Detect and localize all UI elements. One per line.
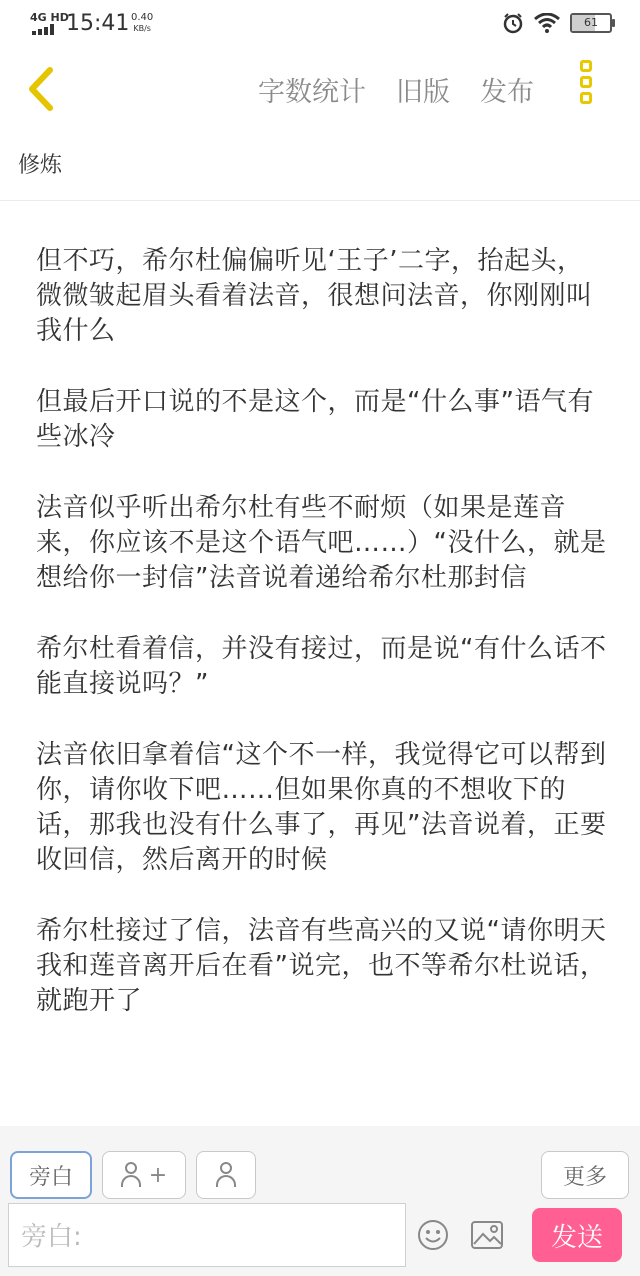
clock: 15:41 <box>66 11 130 36</box>
status-bar <box>0 0 640 50</box>
add-user-icon <box>121 1162 141 1188</box>
divider <box>0 200 640 201</box>
emoji-icon[interactable] <box>417 1219 449 1251</box>
network-speed-value: 0.40 <box>131 12 154 23</box>
alarm-icon <box>502 12 524 34</box>
paragraph: 法音似乎听出希尔杜有些不耐烦（如果是莲音来，你应该不是这个语气吧……）“没什么，就是想给你一封信”法音说着递给希尔杜那封信 <box>36 493 607 593</box>
send-button[interactable]: 发送 <box>532 1208 622 1262</box>
publish-button[interactable]: 发布 <box>480 77 534 108</box>
editor-content[interactable] <box>36 244 608 1055</box>
network-speed-unit: KB/s <box>133 24 151 33</box>
message-input[interactable]: 旁白: <box>8 1203 406 1267</box>
battery-level: 61 <box>584 16 598 29</box>
paragraph: 希尔杜接过了信，法音有些高兴的又说“请你明天我和莲音离开后在看”说完，也不等希尔杜说话，就跑开了 <box>36 916 607 1016</box>
top-nav <box>0 56 640 122</box>
add-role-plus: + <box>148 1162 168 1188</box>
paragraph: 但最后开口说的不是这个，而是“什么事”语气有些冰冷 <box>36 387 594 452</box>
paragraph: 法音依旧拿着信“这个不一样，我觉得它可以帮到你，请你收下吧……但如果你真的不想收下的话，那我也没有什么事了，再见”法音说着，正要收回信，然后离开的时候 <box>36 740 607 875</box>
chapter-title[interactable]: 修炼 <box>18 153 63 178</box>
network-indicator: 4G HD <box>30 11 69 24</box>
network-speed <box>131 12 153 34</box>
battery-icon <box>570 13 612 33</box>
image-icon[interactable] <box>470 1220 504 1250</box>
more-button[interactable]: 更多 <box>541 1151 629 1199</box>
paragraph: 希尔杜看着信，并没有接过，而是说“有什么话不能直接说吗？” <box>36 634 607 699</box>
narration-tab[interactable]: 旁白 <box>10 1151 92 1199</box>
word-count-button[interactable]: 字数统计 <box>258 77 366 108</box>
role-button[interactable] <box>196 1151 256 1199</box>
old-version-button[interactable]: 旧版 <box>396 77 450 108</box>
back-chevron-icon[interactable] <box>22 64 62 114</box>
more-menu-icon[interactable] <box>580 60 600 116</box>
user-icon <box>216 1162 236 1188</box>
paragraph: 但不巧，希尔杜偏偏听见‘王子’二字，抬起头，微微皱起眉头看着法音，很想问法音，你刚刚叫我什么 <box>36 246 593 346</box>
add-role-button[interactable] <box>102 1151 186 1199</box>
signal-icon <box>32 24 56 35</box>
wifi-icon <box>534 13 560 33</box>
